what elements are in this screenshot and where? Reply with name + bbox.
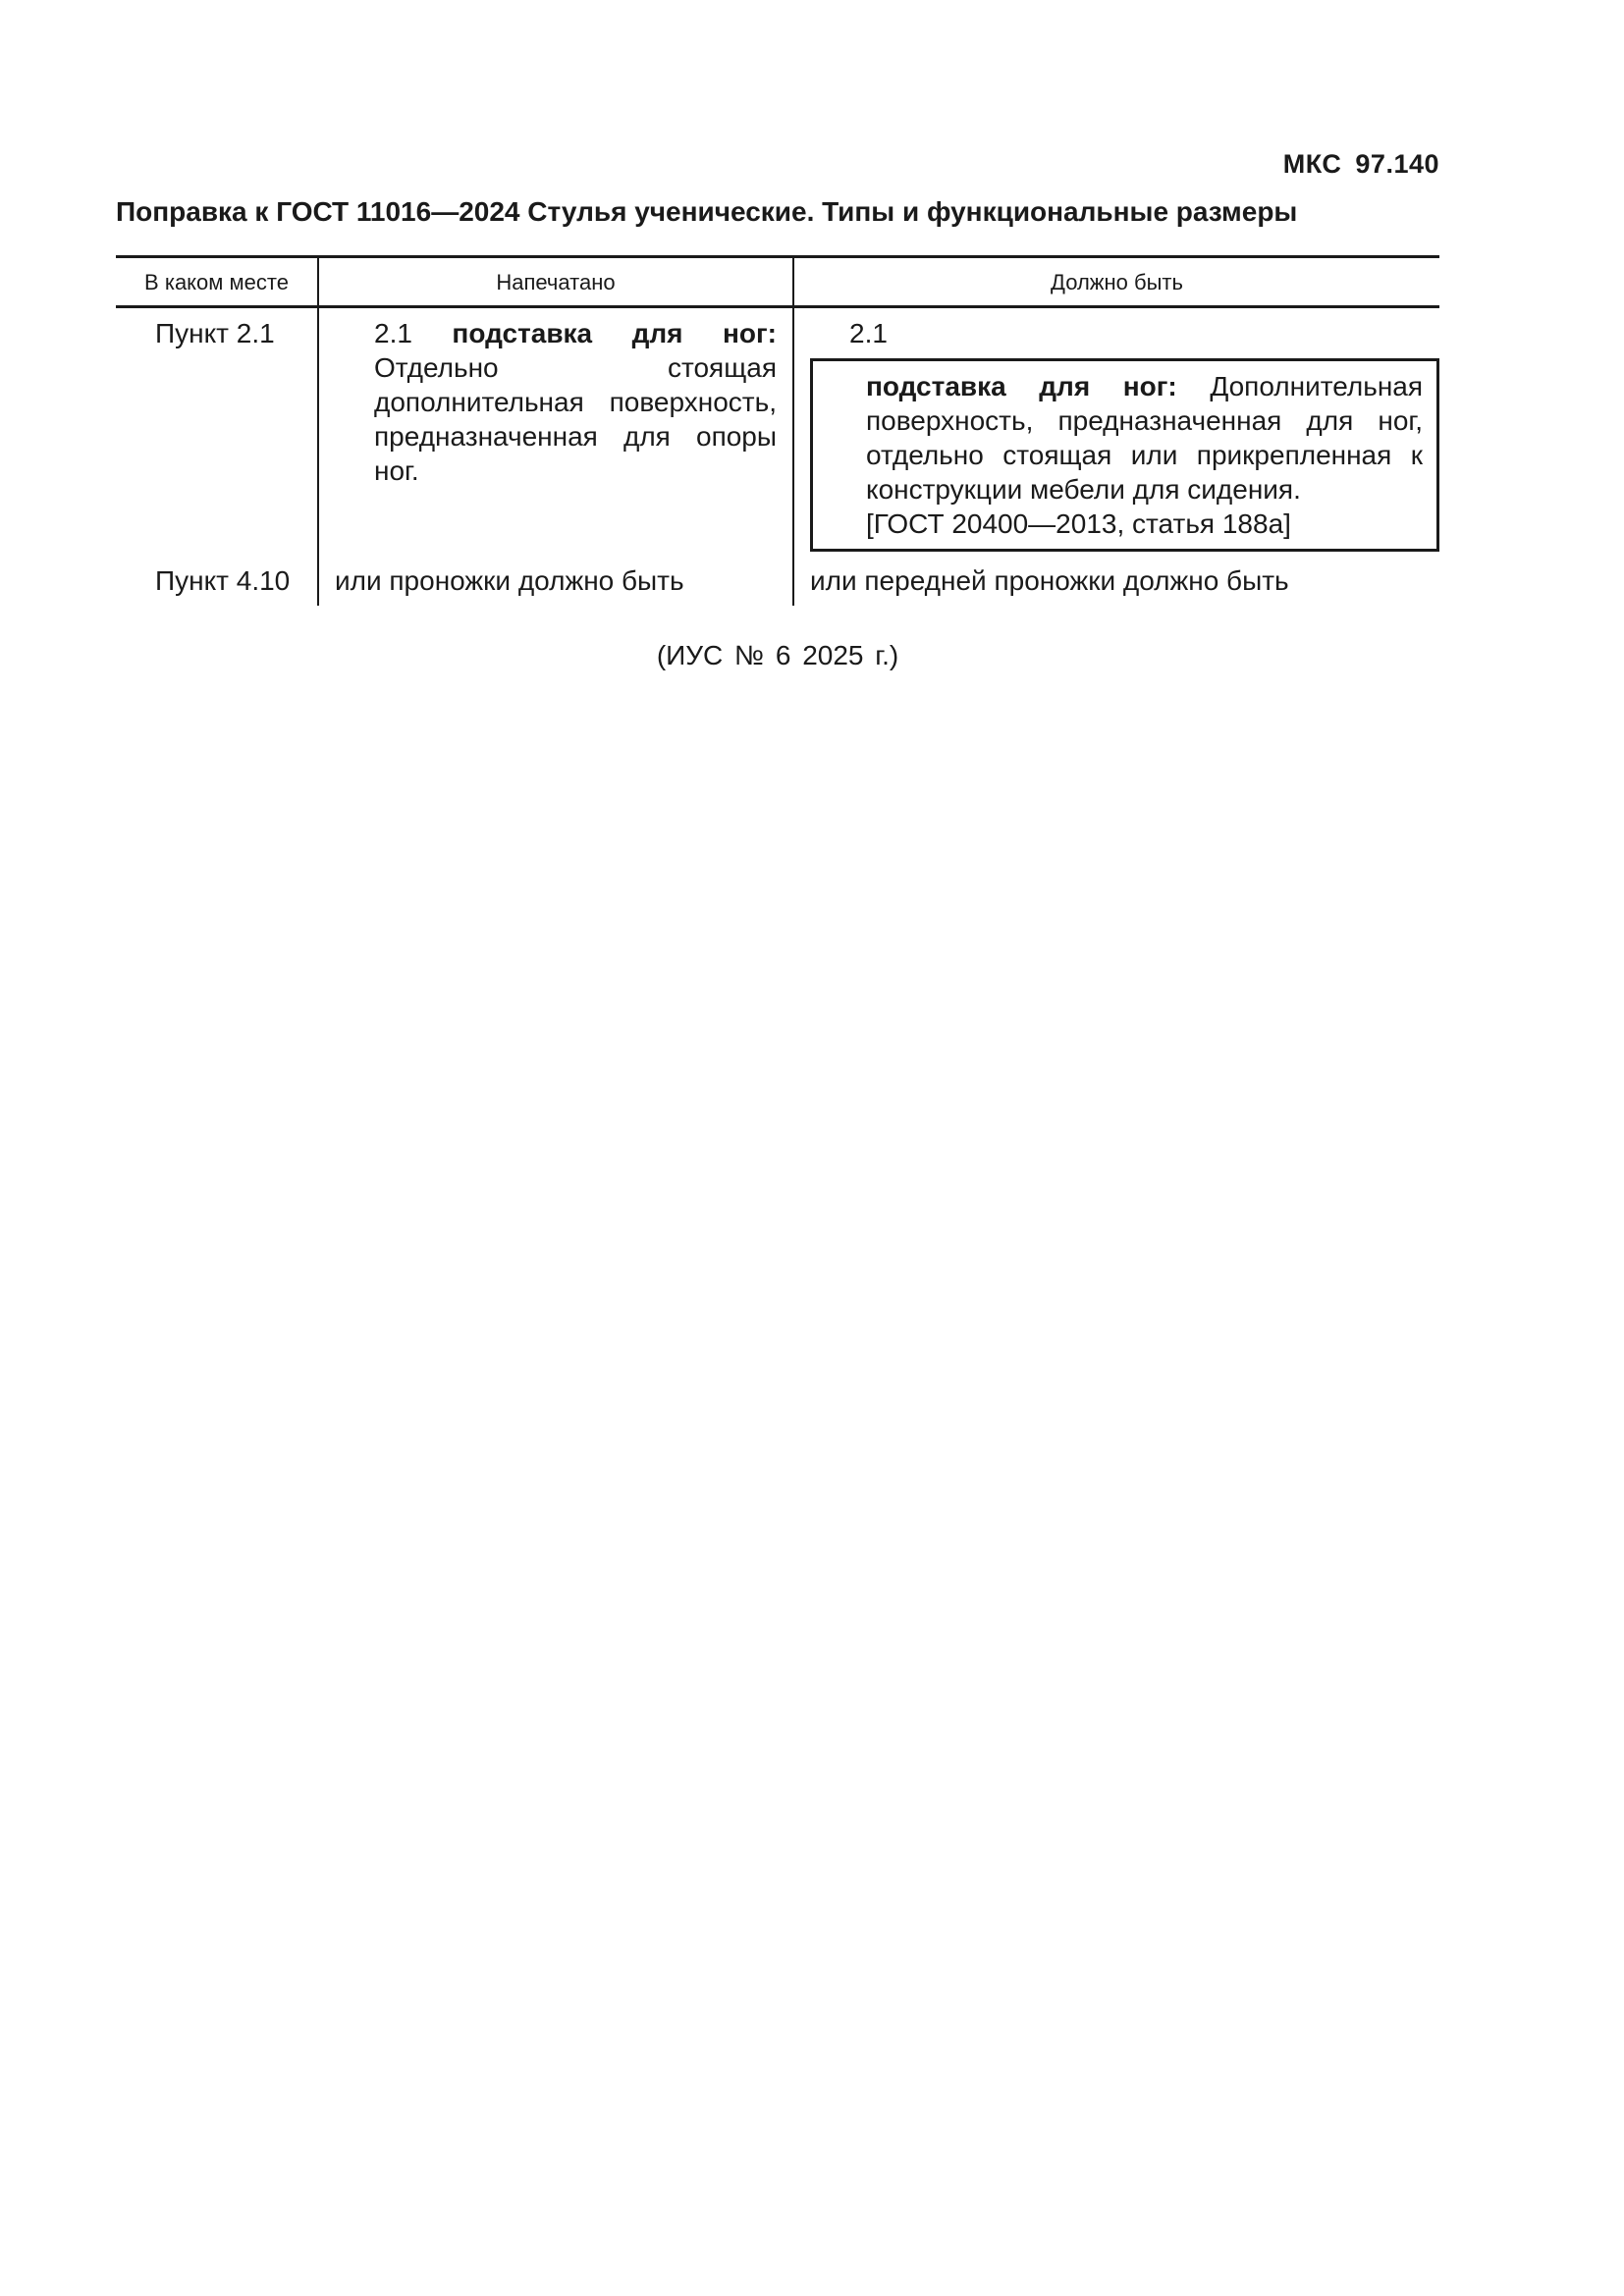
term: подставка для ног: [452,318,777,348]
table-row [116,307,1439,564]
term: подставка для ног: [866,371,1177,401]
source-reference: [ГОСТ 20400—2013, статья 188а] [866,508,1291,539]
should-be-cell: или передней проножки должно быть [793,563,1439,606]
table-row [116,563,1439,606]
column-header-should-be: Должно быть [793,257,1439,307]
place-cell: Пункт 2.1 [155,318,275,348]
definition-box [810,358,1439,552]
clause-number: 2.1 [374,318,412,348]
printed-text-block [335,316,777,488]
definition-text: Отдельно стоящая дополнительная поверхность, предназначенная для опоры ног. [374,352,777,486]
column-header-printed: Напечатано [318,257,793,307]
ius-reference: (ИУС № 6 2025 г.) [656,640,899,670]
should-be-cell [793,307,1439,564]
definition-block [827,369,1423,507]
mks-code: МКС 97.140 [1282,149,1439,179]
table-header-row [116,257,1439,307]
amendment-table [116,255,1439,606]
definition-text: Дополнительная поверхность, предназначенная для ног, отдельно стоящая или прикрепленная к конструкции мебели для сидения. [866,371,1424,505]
printed-cell [318,307,793,564]
column-header-place: В каком месте [116,257,318,307]
printed-cell: или проножки должно быть [318,563,793,606]
clause-number: 2.1 [849,318,888,348]
document-title: Поправка к ГОСТ 11016—2024 Стулья ученические. Типы и функциональные размеры [116,196,1298,227]
place-cell: Пункт 4.10 [155,565,291,596]
